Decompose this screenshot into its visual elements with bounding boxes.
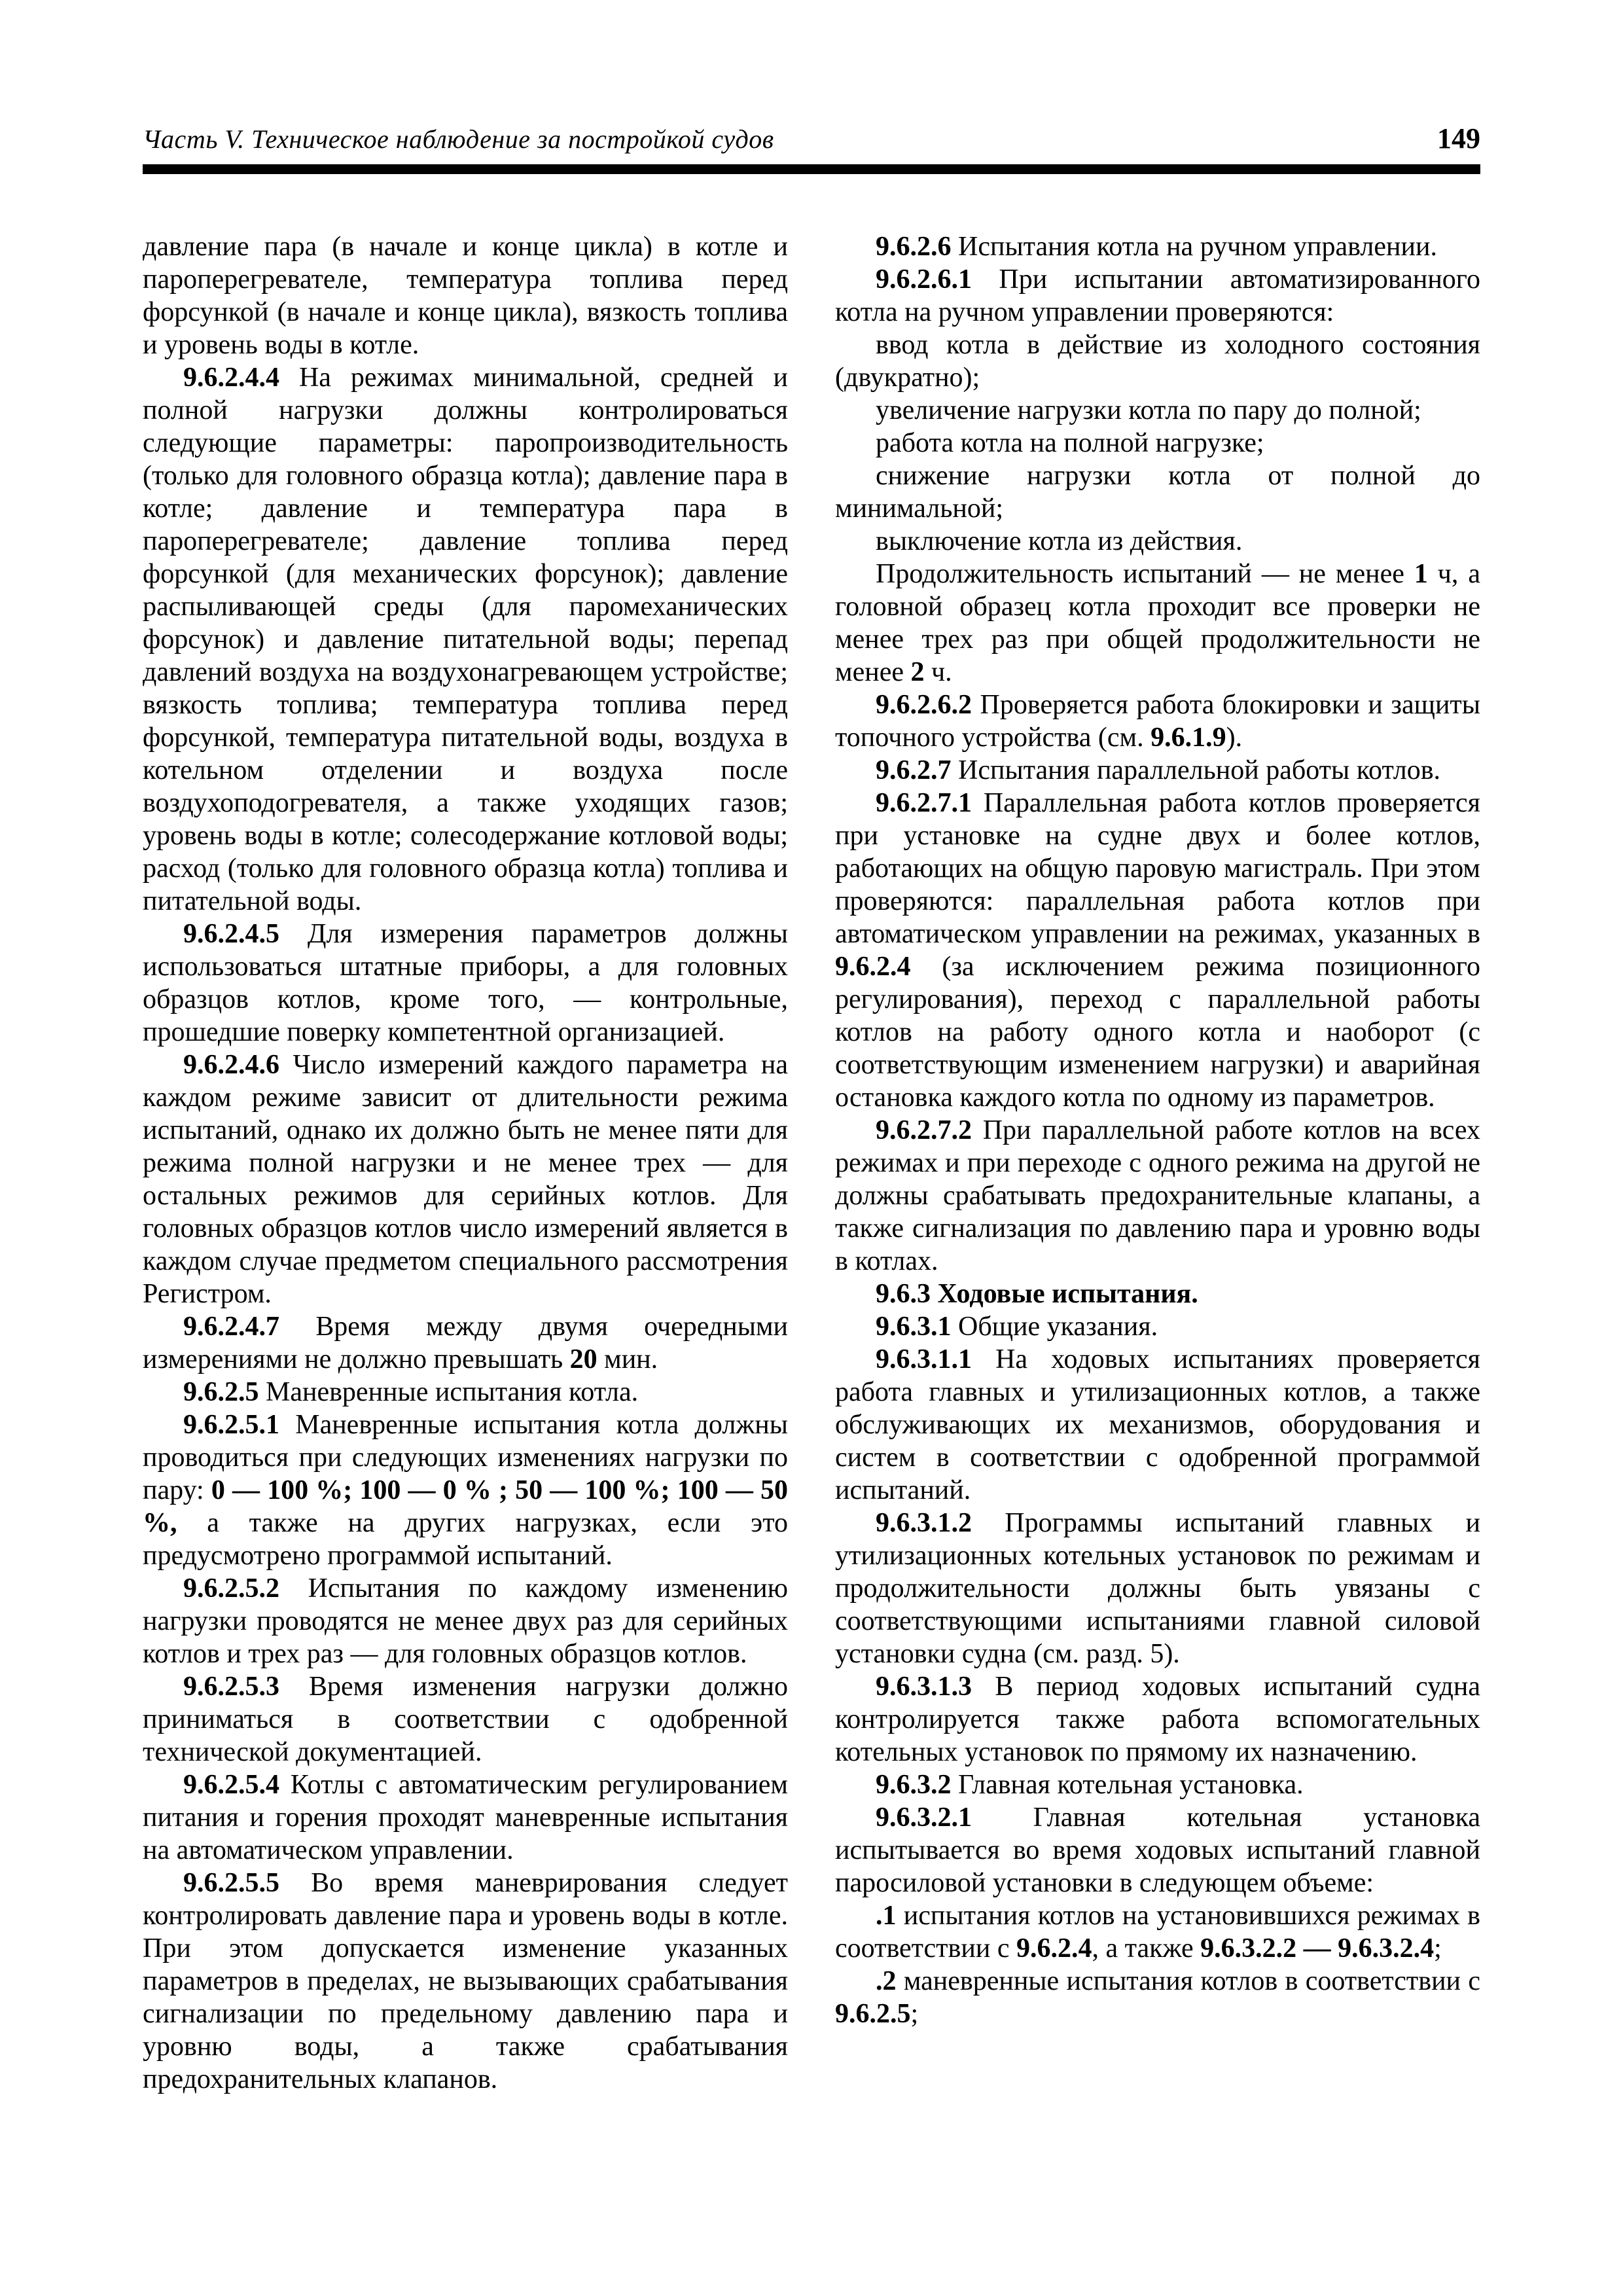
paragraph bbox=[835, 525, 1480, 558]
body-text: При испытании автоматизированного котла на ручном управлении проверяются: bbox=[835, 264, 1480, 327]
paragraph bbox=[143, 230, 788, 361]
paragraph bbox=[143, 1376, 788, 1408]
paragraph bbox=[835, 787, 1480, 1114]
paragraph bbox=[143, 918, 788, 1049]
body-text: При параллельной работе котлов на всех режимах и при переходе с одного режима на другой не должны срабатывать предохранительные клапаны, а также сигнализация по давлению пара и уровню воды в котлах. bbox=[835, 1115, 1480, 1276]
clause-number: 9.6.3.2.2 — 9.6.3.2.4 bbox=[1200, 1933, 1435, 1964]
page-header bbox=[143, 0, 1480, 155]
body-text: Проверяется работа блокировки и защиты топочного устройства (см. bbox=[835, 690, 1480, 753]
clause-number: 1 bbox=[1414, 559, 1428, 589]
clause-number: 9.6.2.5 bbox=[835, 1999, 911, 2029]
body-text: На режимах минимальной, средней и полной нагрузки должны контролироваться следующие параметры: паропроизводительность (только для головного образца котла); давление пара в котле; давление и температура пара в пароперегревателе; давление топлива перед форсункой (для механических форсунок); давление распыливающей среды (для паромеханических форсунок) и давление питательной воды; перепад давлений воздуха на воздухонагревающем устройстве; вязкость топлива; температура топлива перед форсункой, температура питательной воды, воздуха в котельном отделении и воздуха после воздухоподогревателя, а также уходящих газов; уровень воды в котле; солесодержание котловой воды; расход (только для головного образца котла) топлива и питательной воды. bbox=[143, 363, 788, 916]
clause-number: 9.6.2.4 bbox=[835, 952, 911, 982]
clause-number: 9.6.2.5.3 bbox=[183, 1672, 279, 1702]
body-text: а также на других нагрузках, если это предусмотрено программой испытаний. bbox=[143, 1508, 788, 1571]
paragraph bbox=[143, 1310, 788, 1376]
paragraph bbox=[835, 230, 1480, 263]
body-text: Число измерений каждого параметра на каждом режиме зависит от длительности режима испытаний, однако их должно быть не менее пяти для режима полной нагрузки и не менее трех — для остальных режимов для серийных котлов. Для головных образцов котлов число измерений является в каждом случае предметом специального рассмотрения Регистром. bbox=[143, 1050, 788, 1309]
body-text: (за исключением режима позиционного регулирования), переход с параллельной работы котлов на работу одного котла и наоборот (с соответствующим изменением нагрузки) и аварийная остановка каждого котла по одному из параметров. bbox=[835, 952, 1480, 1113]
clause-number: 9.6.2.5.5 bbox=[183, 1868, 279, 1898]
clause-number: 9.6.2.6.1 bbox=[876, 264, 972, 295]
body-text: Время изменения нагрузки должно приниматься в соответствии с одобренной технической документацией. bbox=[143, 1672, 788, 1767]
body-text: Маневренные испытания котла должны проводиться при следующих изменениях нагрузки по пару: bbox=[143, 1410, 788, 1505]
paragraph bbox=[835, 1670, 1480, 1768]
clause-number: 9.6.2.7.1 bbox=[876, 788, 972, 818]
body-text: Главная котельная установка. bbox=[951, 1770, 1304, 1800]
clause-number: 9.6.2.5.1 bbox=[183, 1410, 279, 1440]
body-text: , а также bbox=[1092, 1933, 1201, 1964]
paragraph bbox=[835, 394, 1480, 427]
body-text: мин. bbox=[597, 1344, 658, 1374]
body-text: работа котла на полной нагрузке; bbox=[876, 428, 1264, 458]
body-text: увеличение нагрузки котла по пару до полной; bbox=[876, 395, 1421, 425]
clause-number: 9.6.3.2 bbox=[876, 1770, 952, 1800]
clause-number: 0 — 100 %; 100 — 0 % ; 50 — 100 %; 100 — 50 %, bbox=[143, 1475, 788, 1538]
paragraph bbox=[835, 427, 1480, 459]
body-text: Котлы с автоматическим регулированием питания и горения проходят маневренные испытания на автоматическом управлении. bbox=[143, 1770, 788, 1865]
clause-number: 9.6.2.6.2 bbox=[876, 690, 972, 720]
paragraph bbox=[835, 263, 1480, 329]
body-text: Программы испытаний главных и утилизационных котельных установок по режимам и продолжительности должны быть увязаны с соответствующими испытаниями главной силовой установки судна (см. разд. 5). bbox=[835, 1508, 1480, 1669]
body-text: Продолжительность испытаний — не менее bbox=[876, 559, 1414, 589]
paragraph bbox=[143, 361, 788, 918]
clause-number: 9.6.2.5.2 bbox=[183, 1573, 279, 1604]
paragraph bbox=[835, 754, 1480, 787]
body-text: Испытания котла на ручном управлении. bbox=[951, 232, 1437, 262]
body-text: В период ходовых испытаний судна контролируется также работа вспомогательных котельных установок по прямому их назначению. bbox=[835, 1672, 1480, 1767]
header-rule bbox=[143, 164, 1480, 174]
clause-number: .1 bbox=[876, 1901, 897, 1931]
body-text: Общие указания. bbox=[951, 1312, 1158, 1342]
body-text: ввод котла в действие из холодного состояния (двукратно); bbox=[835, 330, 1480, 393]
running-title: Часть V. Техническое наблюдение за постройкой судов bbox=[143, 124, 774, 154]
clause-number: 9.6.1.9 bbox=[1150, 723, 1226, 753]
body-text: Испытания по каждому изменению нагрузки проводятся не менее двух раз для серийных котлов и трех раз — для головных образцов котлов. bbox=[143, 1573, 788, 1669]
page-content bbox=[143, 230, 1480, 2096]
clause-number: 2 bbox=[910, 657, 925, 687]
body-text: испытания котлов на установившихся режимах в соответствии с bbox=[835, 1901, 1480, 1964]
paragraph bbox=[143, 1049, 788, 1310]
page-number: 149 bbox=[1437, 122, 1480, 154]
body-text: маневренные испытания котлов в соответствии с bbox=[896, 1966, 1480, 1996]
paragraph bbox=[143, 1670, 788, 1768]
paragraph bbox=[143, 1408, 788, 1572]
body-text: Время между двумя очередными измерениями не должно превышать bbox=[143, 1312, 788, 1374]
body-text: ). bbox=[1226, 723, 1243, 753]
clause-number: 9.6.2.5.4 bbox=[183, 1770, 279, 1800]
body-text: ч, а головной образец котла проходит все проверки не менее трех раз при общей продолжительности не менее bbox=[835, 559, 1480, 687]
clause-number: 9.6.3.2.1 bbox=[876, 1803, 972, 1833]
clause-number: 9.6.3 Ходовые испытания. bbox=[876, 1279, 1198, 1309]
clause-number: 9.6.2.4.7 bbox=[183, 1312, 279, 1342]
clause-number: .2 bbox=[876, 1966, 897, 1996]
clause-number: 9.6.3.1 bbox=[876, 1312, 952, 1342]
body-text: ч. bbox=[924, 657, 952, 687]
clause-number: 9.6.2.5 bbox=[183, 1377, 259, 1407]
body-text: Главная котельная установка испытывается во время ходовых испытаний главной паросиловой установки в следующем объеме: bbox=[835, 1803, 1480, 1898]
paragraph bbox=[835, 1768, 1480, 1801]
body-text: ; bbox=[1434, 1933, 1442, 1964]
paragraph bbox=[835, 1899, 1480, 1965]
paragraph bbox=[143, 1768, 788, 1867]
paragraph bbox=[835, 1965, 1480, 2030]
clause-number: 20 bbox=[569, 1344, 597, 1374]
paragraph bbox=[835, 1343, 1480, 1507]
clause-number: 9.6.3.1.1 bbox=[876, 1344, 972, 1374]
body-text: Маневренные испытания котла. bbox=[259, 1377, 639, 1407]
clause-number: 9.6.2.7 bbox=[876, 755, 952, 785]
body-text: Для измерения параметров должны использоваться штатные приборы, а для головных образцов котлов, кроме того, — контрольные, прошедшие поверку компетентной организацией. bbox=[143, 919, 788, 1047]
body-text: Во время маневрирования следует контролировать давление пара и уровень воды в котле. При этом допускается изменение указанных параметров в пределах, не вызывающих срабатывания сигнализации по предельному давлению пара и уровню воды, а также срабатывания предохранительных клапанов. bbox=[143, 1868, 788, 2094]
paragraph bbox=[835, 329, 1480, 394]
clause-number: 9.6.2.4.5 bbox=[183, 919, 279, 949]
clause-number: 9.6.3.1.3 bbox=[876, 1672, 972, 1702]
paragraph bbox=[835, 689, 1480, 754]
paragraph bbox=[143, 1572, 788, 1670]
clause-number: 9.6.2.4.4 bbox=[183, 363, 279, 393]
clause-number: 9.6.2.4.6 bbox=[183, 1050, 279, 1080]
clause-number: 9.6.3.1.2 bbox=[876, 1508, 972, 1538]
left-column bbox=[143, 230, 788, 2096]
paragraph bbox=[835, 459, 1480, 525]
paragraph bbox=[143, 1867, 788, 2096]
body-text: Испытания параллельной работы котлов. bbox=[951, 755, 1441, 785]
clause-number: 9.6.2.6 bbox=[876, 232, 952, 262]
paragraph bbox=[835, 1507, 1480, 1670]
clause-number: 9.6.2.7.2 bbox=[876, 1115, 972, 1145]
clause-number: 9.6.2.4 bbox=[1016, 1933, 1092, 1964]
right-column bbox=[835, 230, 1480, 2096]
paragraph bbox=[835, 558, 1480, 689]
body-text: ; bbox=[910, 1999, 919, 2029]
body-text: давление пара (в начале и конце цикла) в котле и пароперегревателе, температура топлива перед форсункой (в начале и конце цикла), вязкость топлива и уровень воды в котле. bbox=[143, 232, 788, 360]
body-text: На ходовых испытаниях проверяется работа главных и утилизационных котлов, а также обслуживающих их механизмов, оборудования и систем в соответствии с одобренной программой испытаний. bbox=[835, 1344, 1480, 1505]
paragraph bbox=[835, 1278, 1480, 1310]
body-text: выключение котла из действия. bbox=[876, 526, 1243, 556]
paragraph bbox=[835, 1114, 1480, 1278]
paragraph bbox=[835, 1310, 1480, 1343]
body-text: Параллельная работа котлов проверяется при установке на судне двух и более котлов, работающих на общую паровую магистраль. При этом проверяются: параллельная работа котлов при автоматическом управлении на режимах, указанных в bbox=[835, 788, 1480, 949]
paragraph bbox=[835, 1801, 1480, 1899]
body-text: снижение нагрузки котла от полной до минимальной; bbox=[835, 461, 1480, 524]
